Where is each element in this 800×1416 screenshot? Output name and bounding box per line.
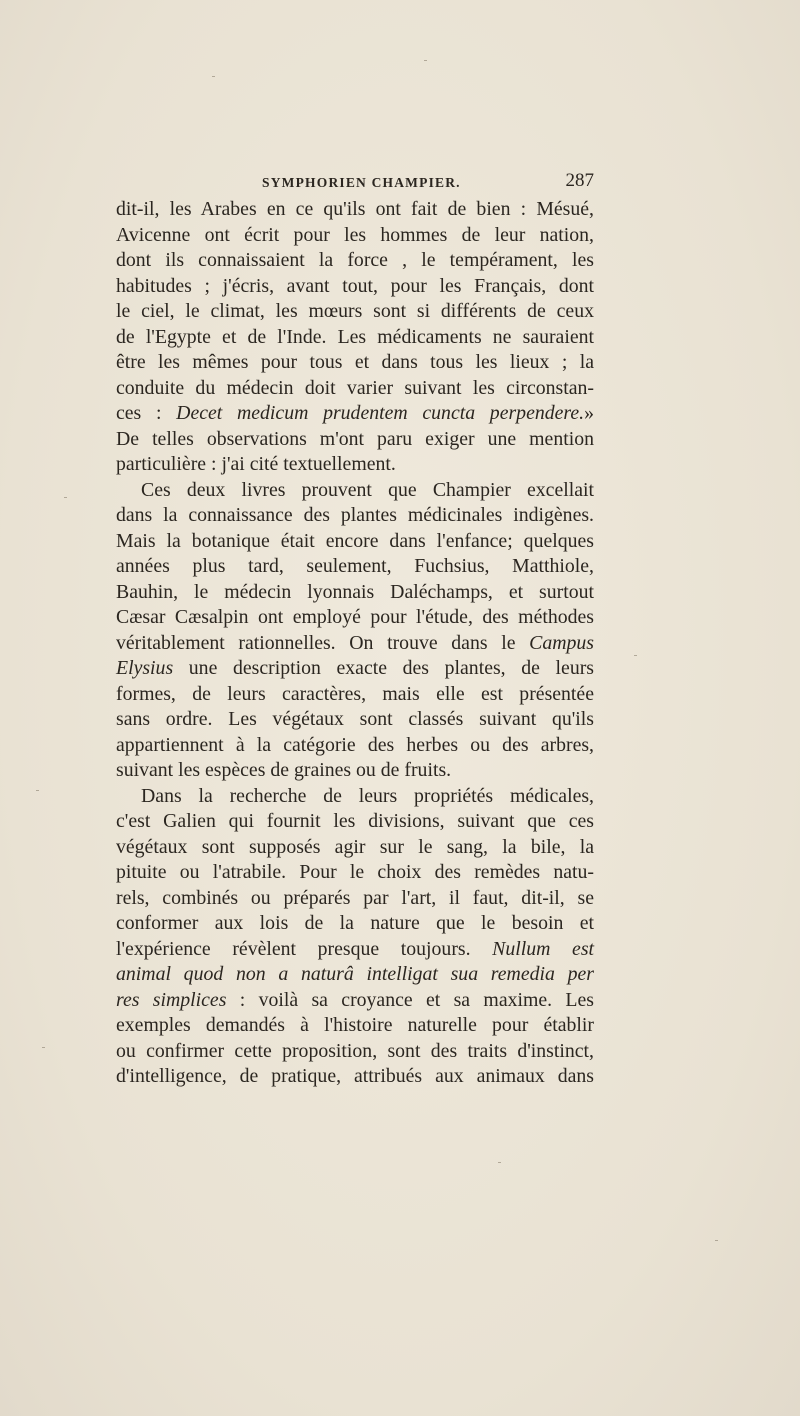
text-line [116,682,594,708]
text-line [116,325,594,351]
paper-speck [424,60,427,61]
running-head: SYMPHORIEN CHAMPIER. [262,175,461,190]
text-line [116,758,594,784]
text-line [116,1064,594,1090]
text-segment: années plus tard, seulement, Fuchsius, Matthiole, [116,555,594,577]
text-line [116,911,594,937]
text-segment: ces : [116,402,177,424]
text-segment: » [584,402,594,424]
body-text [116,197,594,1090]
text-segment: Ces deux livres prouvent que Champier excellait [141,478,594,501]
text-line [116,1039,594,1065]
text-segment: : voilà sa croyance et sa maxime. Les [226,988,594,1011]
text-segment: rels, combinés ou préparés par l'art, il faut, dit-il, se [116,886,594,909]
text-segment: Avicenne ont écrit pour les hommes de leur nation, [116,223,594,246]
text-line [116,886,594,912]
text-line [116,1013,594,1039]
text-line [116,835,594,861]
text-segment: Dans la recherche de leurs propriétés médicales, [141,784,594,807]
text-segment: d'intelligence, de pratique, attribués aux animaux dans [116,1065,594,1087]
text-line [116,223,594,249]
text-line [116,860,594,886]
paper-speck [634,655,637,656]
text-line [116,656,594,682]
text-segment: conformer aux lois de la nature que le besoin et [116,912,594,934]
italic-text: animal quod non a naturâ intelligat sua remedia per [116,963,594,985]
text-line [116,401,594,427]
text-line [116,452,594,478]
paper-speck [715,1240,718,1241]
text-segment: dans la connaissance des plantes médicinales indigènes. [116,504,594,526]
italic-text: res simplices [116,988,227,1011]
italic-text: Nullum est [492,937,595,960]
italic-text: Elysius [116,657,174,679]
page-header [116,168,594,198]
text-line [116,631,594,657]
text-segment: particulière : j'ai cité textuellement. [116,453,396,475]
text-segment: Mais la botanique était encore dans l'enfance; quelques [116,529,594,552]
text-line [116,376,594,402]
text-line [116,809,594,835]
text-line [116,350,594,376]
italic-text: Campus [529,631,594,654]
text-segment: être les mêmes pour tous et dans tous les lieux ; la [116,351,594,373]
text-segment: suivant les espèces de graines ou de fruits. [116,759,452,781]
text-line [116,733,594,759]
text-line [116,478,594,504]
text-line [116,427,594,453]
text-segment: Cæsar Cæsalpin ont employé pour l'étude, des méthodes [116,606,594,628]
text-line [116,554,594,580]
text-line [116,784,594,810]
text-segment: formes, de leurs caractères, mais elle est présentée [116,682,594,705]
text-line [116,299,594,325]
paper-speck [36,790,39,791]
text-segment: c'est Galien qui fournit les divisions, suivant que ces [116,810,594,832]
text-segment: l'expérience révèlent presque toujours. [116,937,493,960]
text-segment: pituite ou l'atrabile. Pour le choix des remèdes natu- [116,861,594,883]
text-line [116,529,594,555]
text-segment: conduite du médecin doit varier suivant les circonstan- [116,376,594,399]
text-line [116,988,594,1014]
paper-speck [498,1162,501,1163]
text-line [116,707,594,733]
text-segment: habitudes ; j'écris, avant tout, pour les Français, dont [116,274,594,297]
text-segment: véritablement rationnelles. On trouve dans le [116,631,530,654]
paper-speck [64,497,67,498]
text-segment: dit-il, les Arabes en ce qu'ils ont fait de bien : Mésué, [116,198,594,220]
paper-speck [42,1047,45,1048]
text-line [116,197,594,223]
text-segment: une description exacte des plantes, de leurs [173,657,594,679]
text-line [116,580,594,606]
text-line [116,962,594,988]
text-line [116,605,594,631]
paper-speck [212,76,215,77]
text-segment: sans ordre. Les végétaux sont classés suivant qu'ils [116,708,594,730]
page-number: 287 [565,170,594,191]
text-segment: ou confirmer cette proposition, sont des traits d'instinct, [116,1039,594,1062]
italic-text: Decet medicum prudentem cuncta perpendere. [176,402,585,424]
text-segment: de l'Egypte et de l'Inde. Les médicaments ne sauraient [116,325,594,348]
text-line [116,503,594,529]
text-segment: Bauhin, le médecin lyonnais Daléchamps, et surtout [116,580,594,603]
text-line [116,248,594,274]
text-segment: le ciel, le climat, les mœurs sont si différents de ceux [116,300,594,322]
text-segment: dont ils connaissaient la force , le tempérament, les [116,249,594,271]
text-segment: exemples demandés à l'histoire naturelle pour établir [116,1014,594,1036]
text-segment: appartiennent à la catégorie des herbes ou des arbres, [116,733,594,756]
text-line [116,937,594,963]
text-line [116,274,594,300]
text-segment: De telles observations m'ont paru exiger une mention [116,427,594,450]
text-segment: végétaux sont supposés agir sur le sang, la bile, la [116,835,594,858]
